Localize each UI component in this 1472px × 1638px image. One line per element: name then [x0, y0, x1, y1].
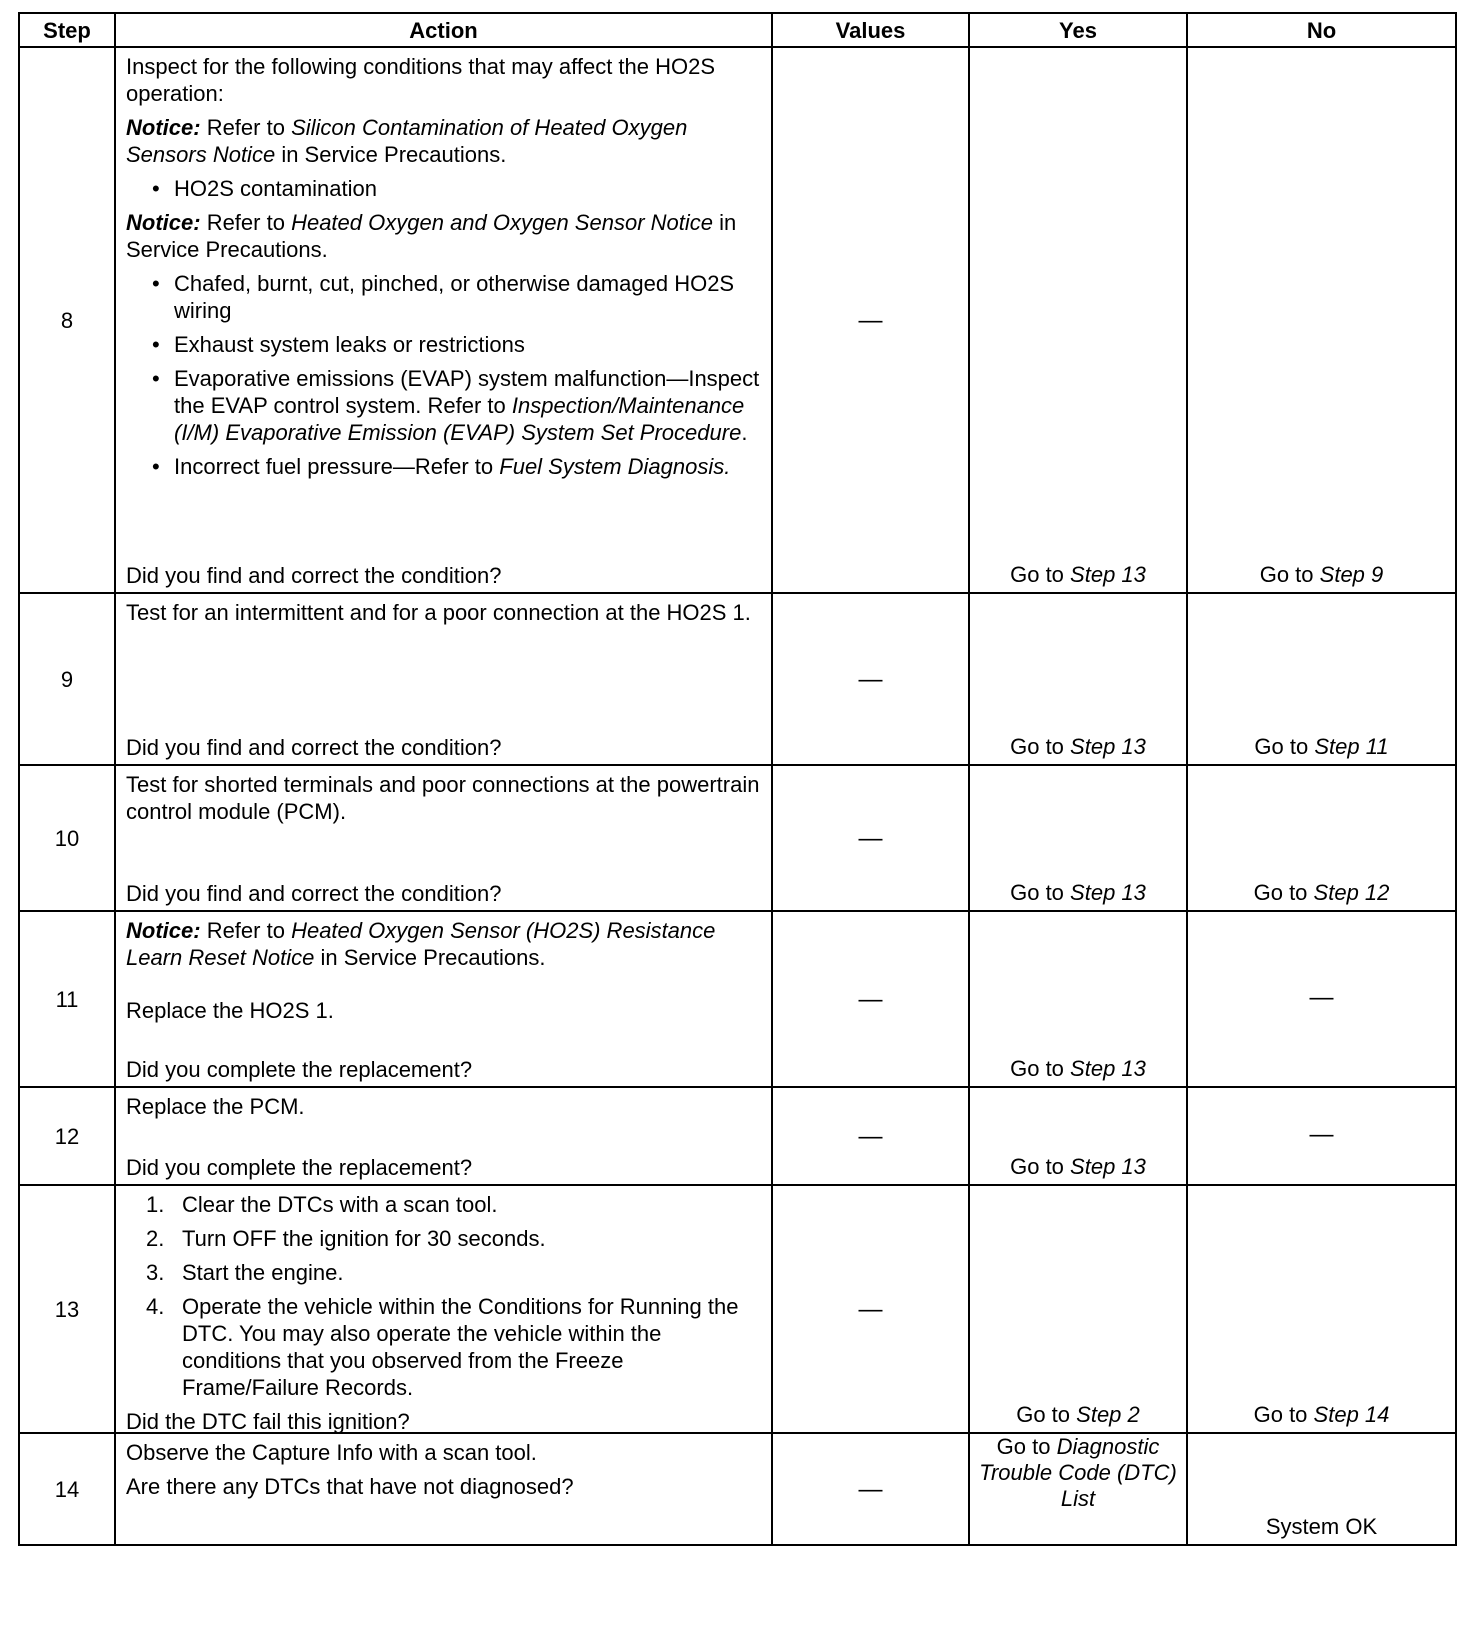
- action-text: Test for shorted terminals and poor connections at the powertrain control module (PCM).: [126, 772, 760, 824]
- header-yes: Yes: [969, 13, 1187, 47]
- yes-cell: Go to Step 13: [969, 765, 1187, 911]
- question: Are there any DTCs that have not diagnosed?: [126, 1474, 574, 1499]
- values-cell: —: [772, 47, 969, 593]
- notice-reference: Heated Oxygen Sensor (HO2S) Resistance Learn Reset Notice: [126, 918, 716, 970]
- table-row-step-13: [19, 1185, 1456, 1433]
- step-link[interactable]: Step 13: [1070, 880, 1146, 905]
- numbered-item: 4. Operate the vehicle within the Conditions for Running the DTC. You may also operate the vehicle within the conditions that you observed from the Freeze Frame/Failure Records.: [146, 1294, 739, 1400]
- action-text: Inspect for the following conditions that may affect the HO2S operation:: [126, 54, 716, 106]
- table-row-step-11: [19, 911, 1456, 1087]
- notice-reference: Heated Oxygen and Oxygen Sensor Notice: [291, 210, 713, 235]
- step-number: 14: [19, 1433, 115, 1545]
- values-cell: —: [772, 765, 969, 911]
- table-row-step-14: [19, 1433, 1456, 1545]
- list-item: • Exhaust system leaks or restrictions: [126, 331, 761, 358]
- no-cell: Go to Step 12: [1187, 765, 1456, 911]
- action-text: Observe the Capture Info with a scan tool.: [126, 1440, 537, 1465]
- notice: Notice: Refer to Heated Oxygen and Oxygen Sensor Notice in Service Precautions.: [126, 210, 737, 262]
- action-cell: [115, 47, 772, 593]
- no-cell: Go to Step 9: [1187, 47, 1456, 593]
- procedure-reference: Fuel System Diagnosis.: [499, 454, 731, 479]
- step-link[interactable]: Step 13: [1070, 1056, 1146, 1081]
- header-action: Action: [115, 13, 772, 47]
- header-row: [19, 13, 1456, 47]
- yes-cell: Go to Step 13: [969, 1087, 1187, 1185]
- table-row-step-10: [19, 765, 1456, 911]
- notice: Notice: Refer to Silicon Contamination of Heated Oxygen Sensors Notice in Service Precautions.: [126, 115, 688, 167]
- step-number: 11: [19, 911, 115, 1087]
- no-cell: Go to Step 11: [1187, 593, 1456, 765]
- step-link[interactable]: Step 13: [1070, 1154, 1146, 1179]
- numbered-item: 1. Clear the DTCs with a scan tool.: [146, 1192, 498, 1217]
- no-cell: —: [1187, 911, 1456, 1087]
- values-cell: —: [772, 1433, 969, 1545]
- step-number: 13: [19, 1185, 115, 1433]
- yes-cell: Go to Step 13: [969, 593, 1187, 765]
- step-link[interactable]: Step 14: [1313, 1402, 1390, 1427]
- action-cell: [115, 1087, 772, 1185]
- step-link[interactable]: Step 2: [1076, 1402, 1140, 1427]
- yes-cell: Go to Diagnostic Trouble Code (DTC) List: [969, 1433, 1187, 1545]
- header-values: Values: [772, 13, 969, 47]
- question: Did you complete the replacement?: [126, 1155, 473, 1180]
- diagnostic-table: [18, 12, 1457, 1546]
- procedure-reference: Inspection/Maintenance (I/M) Evaporative Emission (EVAP) System Set Procedure: [174, 393, 745, 445]
- values-cell: —: [772, 593, 969, 765]
- dtc-list-link[interactable]: Diagnostic Trouble Code (DTC) List: [979, 1434, 1177, 1511]
- no-cell: System OK: [1187, 1433, 1456, 1545]
- table-row-step-8: [19, 47, 1456, 593]
- action-cell: [115, 1185, 772, 1433]
- action-text: Test for an intermittent and for a poor connection at the HO2S 1.: [126, 600, 751, 625]
- step-number: 8: [19, 47, 115, 593]
- action-cell: [115, 1433, 772, 1545]
- step-link[interactable]: Step 12: [1313, 880, 1390, 905]
- action-cell: [115, 593, 772, 765]
- yes-cell: Go to Step 13: [969, 47, 1187, 593]
- question: Did you find and correct the condition?: [126, 881, 502, 906]
- list-item: • Chafed, burnt, cut, pinched, or otherwise damaged HO2S wiring: [126, 270, 761, 324]
- values-cell: —: [772, 911, 969, 1087]
- question: Did you complete the replacement?: [126, 1057, 473, 1082]
- values-cell: —: [772, 1185, 969, 1433]
- step-link[interactable]: Step 13: [1070, 734, 1146, 759]
- action-cell: [115, 765, 772, 911]
- step-number: 12: [19, 1087, 115, 1185]
- header-step: Step: [19, 13, 115, 47]
- list-item: • Evaporative emissions (EVAP) system malfunction—Inspect the EVAP control system. Refer to Inspection/Maintenance (I/M) Evaporative Emission (EVAP) System Set Procedure.: [126, 365, 761, 446]
- list-item: • Incorrect fuel pressure—Refer to Fuel System Diagnosis.: [126, 453, 761, 480]
- step-number: 10: [19, 765, 115, 911]
- list-item: • HO2S contamination: [126, 175, 761, 202]
- yes-cell: Go to Step 2: [969, 1185, 1187, 1433]
- action-text: Replace the PCM.: [126, 1094, 305, 1119]
- step-number: 9: [19, 593, 115, 765]
- action-cell: [115, 911, 772, 1087]
- notice-reference: Silicon Contamination of Heated Oxygen Sensors Notice: [126, 115, 688, 167]
- notice: Notice: Refer to Heated Oxygen Sensor (HO2S) Resistance Learn Reset Notice in Service Precautions.: [126, 918, 716, 970]
- numbered-item: 2. Turn OFF the ignition for 30 seconds.: [146, 1226, 546, 1251]
- yes-cell: Go to Step 13: [969, 911, 1187, 1087]
- no-cell: Go to Step 14: [1187, 1185, 1456, 1433]
- question: Did you find and correct the condition?: [126, 563, 502, 588]
- header-no: No: [1187, 13, 1456, 47]
- table-row-step-9: [19, 593, 1456, 765]
- table-row-step-12: [19, 1087, 1456, 1185]
- question: Did you find and correct the condition?: [126, 735, 502, 760]
- step-link[interactable]: Step 9: [1319, 562, 1384, 587]
- no-cell: —: [1187, 1087, 1456, 1185]
- step-link[interactable]: Step 13: [1070, 562, 1146, 587]
- values-cell: —: [772, 1087, 969, 1185]
- numbered-item: 3. Start the engine.: [146, 1260, 344, 1285]
- question: Did the DTC fail this ignition?: [126, 1409, 410, 1434]
- step-link[interactable]: Step 11: [1314, 734, 1389, 759]
- action-text: Replace the HO2S 1.: [126, 998, 334, 1023]
